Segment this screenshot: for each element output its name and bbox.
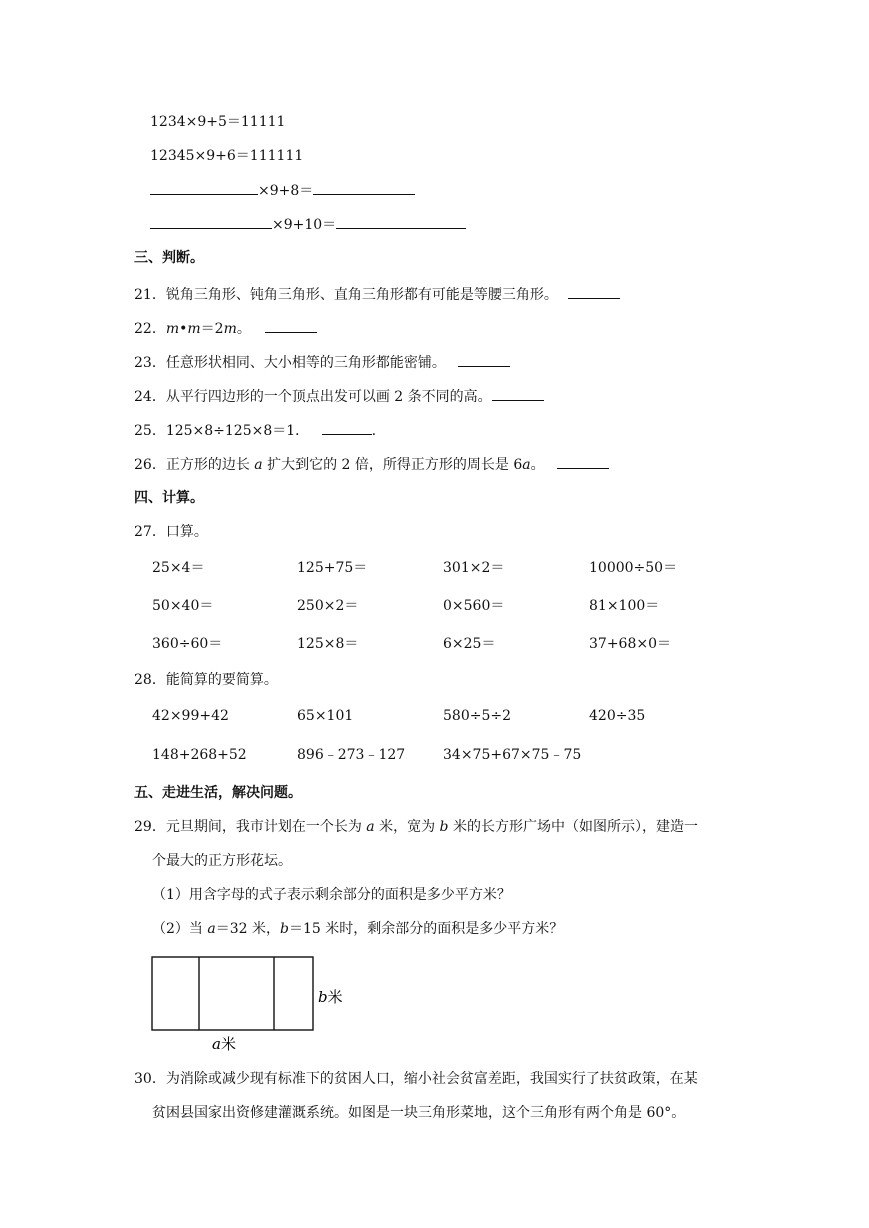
question-text: 米，宽为: [374, 819, 440, 835]
pattern-expr: ×9+8＝: [258, 183, 314, 199]
oral-item: 301×2＝: [443, 560, 505, 576]
question-text: 25．125×8÷125×8＝1．: [134, 423, 310, 439]
question-text: 21．锐角三角形、钝角三角形、直角三角形都有可能是等腰三角形。: [134, 287, 558, 303]
variable: a: [254, 457, 263, 473]
pattern-expr: ×9+10＝: [272, 217, 337, 233]
oral-item: 250×2＝: [297, 598, 359, 614]
pattern-line-2: 12345×9+6＝111111: [150, 148, 304, 164]
width-label: b米: [318, 988, 343, 1006]
oral-item: 125×8＝: [297, 636, 359, 652]
answer-blank[interactable]: [557, 454, 609, 469]
oral-item: 125+75＝: [297, 560, 368, 576]
oral-item: 10000÷50＝: [589, 560, 678, 576]
variable: b: [279, 921, 289, 937]
punct: 。: [530, 457, 545, 473]
variable: m: [223, 321, 237, 337]
answer-blank[interactable]: [313, 180, 415, 195]
variable: a: [366, 819, 375, 835]
dot: •: [179, 321, 188, 337]
section-4-heading: 四、计算。: [134, 490, 204, 506]
question-25: [134, 420, 376, 441]
simplify-item: 42×99+42: [152, 708, 229, 724]
question-30-line-1: 30．为消除或减少现有标准下的贫困人口，缩小社会贫富差距，我国实行了扶贫政策，在某: [134, 1071, 698, 1087]
outer-rectangle: [152, 957, 313, 1030]
section-3-heading: 三、判断。: [134, 250, 204, 266]
oral-item: 0×560＝: [443, 598, 505, 614]
punct: .: [371, 423, 377, 439]
oral-item: 6×25＝: [443, 636, 496, 652]
question-text: ＝32 米，: [215, 921, 280, 937]
answer-blank[interactable]: [336, 214, 466, 229]
simplify-item: 148+268+52: [152, 747, 247, 763]
variable: m: [165, 321, 180, 337]
oral-item: 81×100＝: [589, 598, 660, 614]
question-30-line-2: 贫困县国家出资修建灌溉系统。如图是一块三角形菜地，这个三角形有两个角是 60°。: [152, 1105, 686, 1121]
variable: a: [207, 921, 216, 937]
question-text: （2）当: [152, 921, 208, 937]
answer-blank[interactable]: [150, 180, 258, 195]
question-text: ＝15 米时，剩余部分的面积是多少平方米？: [288, 921, 564, 937]
punct: 。: [236, 321, 251, 337]
oral-item: 25×4＝: [152, 560, 205, 576]
question-24: [134, 386, 544, 407]
question-text: 23．任意形状相同、大小相等的三角形都能密铺。: [134, 355, 446, 371]
question-number: 22．: [134, 321, 166, 337]
question-29-line-2: 个最大的正方形花坛。: [152, 853, 292, 869]
answer-blank[interactable]: [458, 352, 510, 367]
simplify-item: 896﹣273﹣127: [297, 747, 406, 763]
pattern-line-4: [150, 214, 466, 235]
oral-item: 50×40＝: [152, 598, 214, 614]
question-27: 27．口算。: [134, 524, 208, 540]
equals: ＝2: [200, 321, 224, 337]
pattern-line-3: [150, 180, 415, 201]
answer-blank[interactable]: [322, 420, 372, 435]
pattern-line-1: 1234×9+5＝11111: [150, 114, 286, 130]
question-text: 26．正方形的边长: [134, 457, 255, 473]
oral-item: 360÷60＝: [152, 636, 223, 652]
question-21: [134, 284, 620, 305]
answer-blank[interactable]: [568, 284, 620, 299]
question-text: 24．从平行四边形的一个顶点出发可以画 2 条不同的高。: [134, 389, 492, 405]
simplify-item: 65×101: [297, 708, 354, 724]
variable: m: [187, 321, 201, 337]
question-23: [134, 352, 510, 373]
question-text: 29．元旦期间，我市计划在一个长为: [134, 819, 367, 835]
answer-blank[interactable]: [492, 386, 544, 401]
simplify-item: 580÷5÷2: [443, 708, 511, 724]
section-5-heading: 五、走进生活，解决问题。: [134, 785, 302, 801]
question-26: [134, 454, 609, 475]
oral-item: 37+68×0＝: [589, 636, 671, 652]
rectangle-figure: [150, 955, 370, 1055]
question-22: [134, 318, 317, 339]
question-28: 28．能简算的要简算。: [134, 672, 278, 688]
length-label: a米: [212, 1035, 236, 1053]
question-29-sub-2: [152, 919, 563, 939]
answer-blank[interactable]: [265, 318, 317, 333]
variable: b: [439, 819, 449, 835]
question-text: 米的长方形广场中（如图所示），建造一: [448, 819, 698, 835]
question-text: 扩大到它的 2 倍，所得正方形的周长是 6: [262, 457, 523, 473]
variable: a: [522, 457, 531, 473]
simplify-item: 34×75+67×75﹣75: [443, 747, 582, 763]
question-29-sub-1: （1）用含字母的式子表示剩余部分的面积是多少平方米？: [152, 887, 511, 903]
answer-blank[interactable]: [150, 214, 272, 229]
question-29-line-1: [134, 817, 698, 837]
simplify-item: 420÷35: [589, 708, 646, 724]
